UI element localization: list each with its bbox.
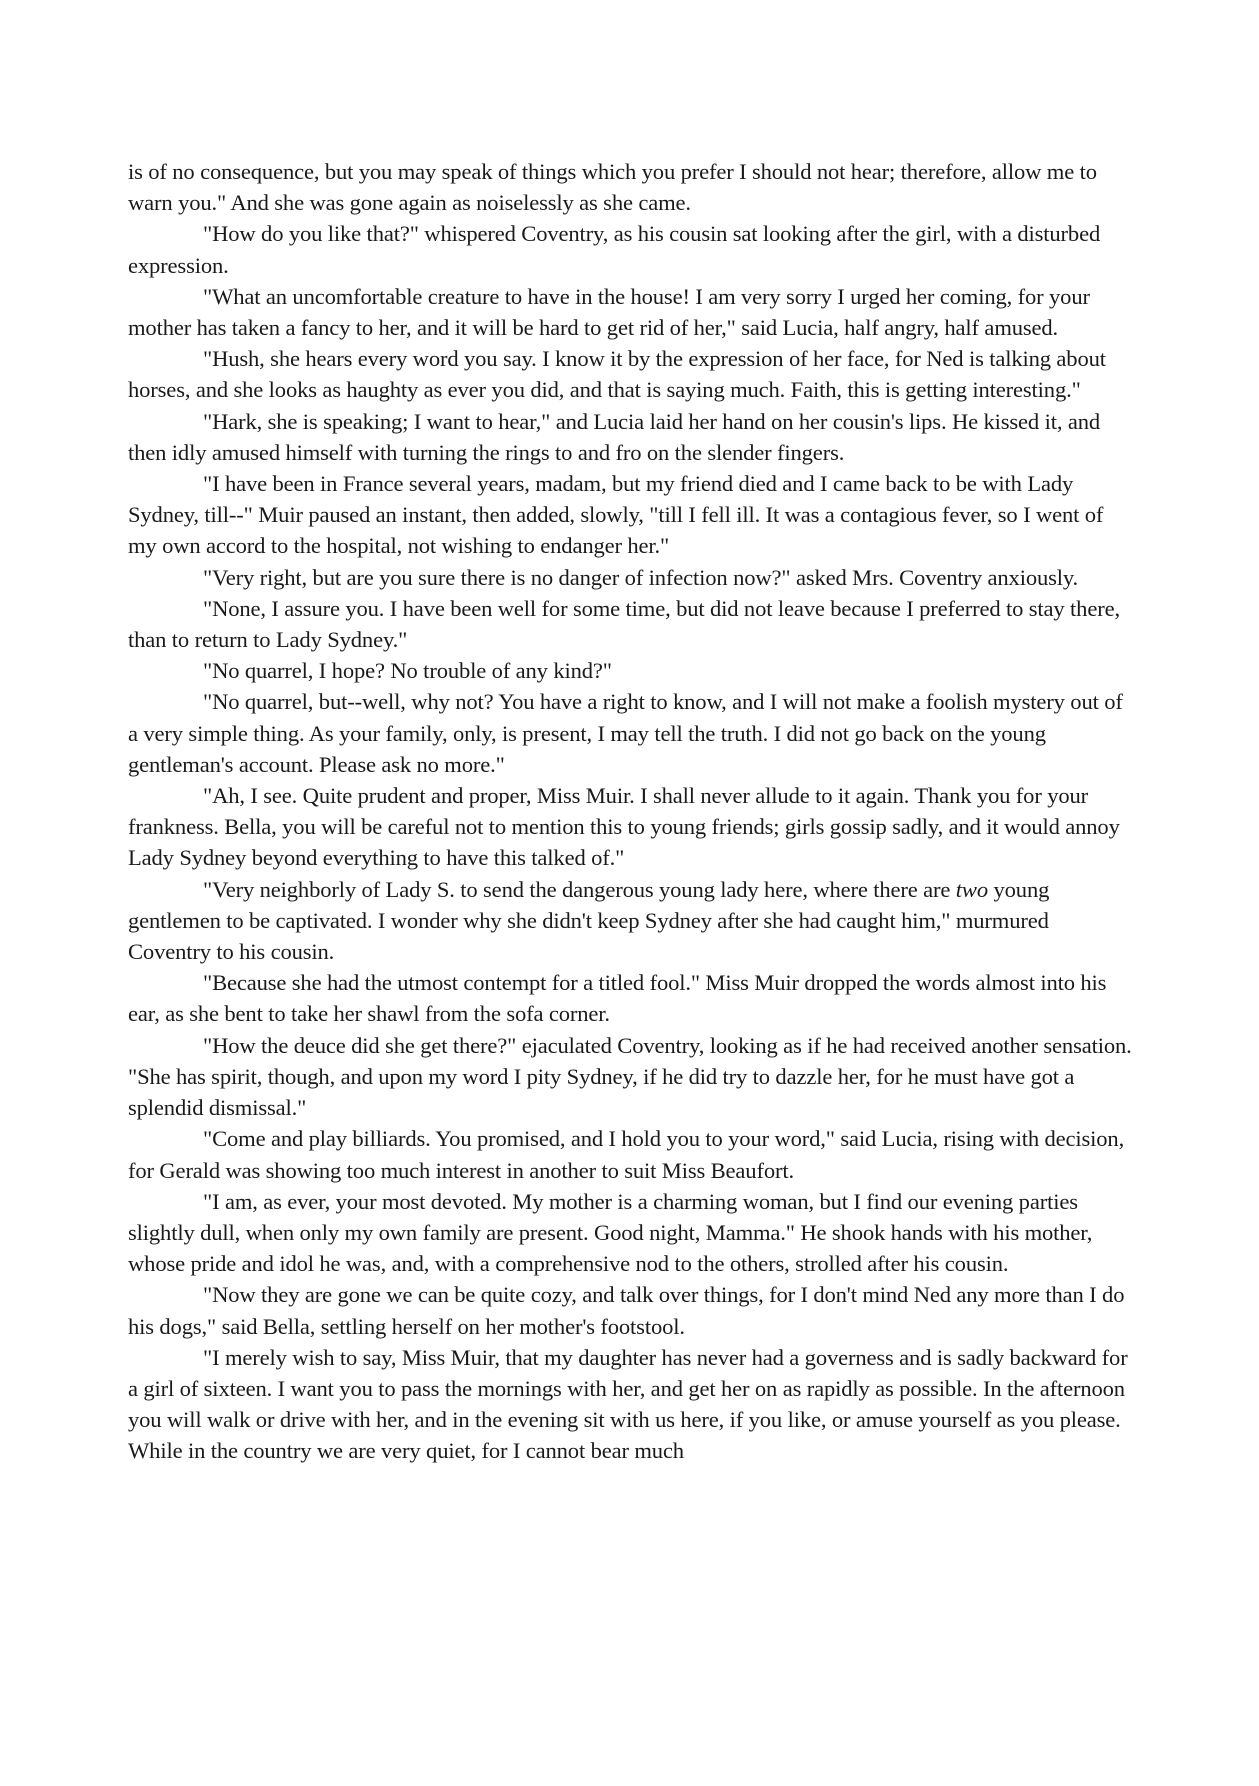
paragraph <box>128 156 1134 218</box>
paragraph-text: "I have been in France several years, madam, but my friend died and I came back to be with Lady Sydney, till--" Muir paused an instant, then added, slowly, "till I fell ill. It was a contagious fever, so I went of my own accord to the hospital, not wishing to endanger her." <box>128 471 1104 559</box>
paragraph <box>128 562 1134 593</box>
paragraph-text: "Ah, I see. Quite prudent and proper, Miss Muir. I shall never allude to it again. Thank you for your frankness. Bella, you will be careful not to mention this to young friends; girls gossip sadly, and it would annoy Lady Sydney beyond everything to have this talked of." <box>128 783 1120 871</box>
paragraph-text: "Very neighborly of Lady S. to send the dangerous young lady here, where there are <box>203 876 956 902</box>
paragraph-text: "No quarrel, but--well, why not? You have a right to know, and I will not make a foolish mystery out of a very simple thing. As your family, only, is present, I may tell the truth. I did not go back on the young gentleman's account. Please ask no more." <box>128 689 1123 777</box>
paragraph-text: "None, I assure you. I have been well for some time, but did not leave because I preferred to stay there, than to return to Lady Sydney." <box>128 595 1120 653</box>
paragraph-text: "I merely wish to say, Miss Muir, that my daughter has never had a governess and is sadly backward for a girl of sixteen. I want you to pass the mornings with her, and get her on as rapidly as possible. In the afternoon you will walk or drive with her, and in the evening sit with us here, if you like, or amuse yourself as you please. While in the country we are very quiet, for I cannot bear much <box>128 1344 1128 1464</box>
paragraph <box>128 343 1134 405</box>
paragraph-text: "Hush, she hears every word you say. I know it by the expression of her face, for Ned is talking about horses, and she looks as haughty as ever you did, and that is saying much. Faith, this is getting interesting." <box>128 346 1106 403</box>
paragraph-text: young gentlemen to be captivated. I wonder why she didn't keep Sydney after she had caught him," murmured Coventry to his cousin. <box>128 876 1050 965</box>
paragraph-text: "Because she had the utmost contempt for a titled fool." Miss Muir dropped the words almost into his ear, as she bent to take her shawl from the sofa corner. <box>128 970 1107 1027</box>
paragraph <box>128 281 1134 343</box>
paragraph <box>128 780 1134 874</box>
emphasized-text: two <box>955 876 988 902</box>
paragraph-text: "Come and play billiards. You promised, and I hold you to your word," said Lucia, rising with decision, for Gerald was showing too much interest in another to suit Miss Beaufort. <box>128 1126 1125 1183</box>
paragraph-text: is of no consequence, but you may speak of things which you prefer I should not hear; therefore, allow me to warn you." And she was gone again as noiselessly as she came. <box>128 159 1097 216</box>
paragraph-text: "Very right, but are you sure there is no danger of infection now?" asked Mrs. Coventry anxiously. <box>203 564 1079 590</box>
paragraph <box>128 686 1134 780</box>
paragraph-text: "How do you like that?" whispered Coventry, as his cousin sat looking after the girl, with a disturbed expression. <box>128 221 1101 278</box>
paragraph <box>128 1030 1134 1124</box>
paragraph <box>128 655 1134 686</box>
paragraph <box>128 406 1134 468</box>
paragraph-text: "I am, as ever, your most devoted. My mother is a charming woman, but I find our evening parties slightly dull, when only my own family are present. Good night, Mamma." He shook hands with his mother, whose pride and idol he was, and, with a comprehensive nod to the others, strolled after his cousin. <box>128 1188 1093 1277</box>
paragraph <box>128 874 1134 968</box>
paragraph <box>128 218 1134 280</box>
paragraph <box>128 1342 1134 1467</box>
paragraph <box>128 1123 1134 1185</box>
paragraph-text: "What an uncomfortable creature to have in the house! I am very sorry I urged her coming, for your mother has taken a fancy to her, and it will be hard to get rid of her," said Lucia, half angry, half amused. <box>128 283 1090 341</box>
paragraph-text: "Now they are gone we can be quite cozy, and talk over things, for I don't mind Ned any more than I do his dogs," said Bella, settling herself on her mother's footstool. <box>128 1282 1125 1339</box>
paragraph <box>128 967 1134 1029</box>
paragraph-text: "Hark, she is speaking; I want to hear," and Lucia laid her hand on her cousin's lips. He kissed it, and then idly amused himself with turning the rings to and fro on the slender fingers. <box>128 408 1100 465</box>
document-page <box>128 156 1134 1467</box>
paragraph <box>128 593 1134 655</box>
paragraph <box>128 1186 1134 1280</box>
paragraph <box>128 1279 1134 1341</box>
paragraph-text: "No quarrel, I hope? No trouble of any kind?" <box>203 658 612 684</box>
paragraph <box>128 468 1134 562</box>
paragraph-text: "How the deuce did she get there?" ejaculated Coventry, looking as if he had received another sensation. "She has spirit, though, and upon my word I pity Sydney, if he did try to dazzle her, for he must have got a splendid dismissal." <box>128 1032 1132 1121</box>
